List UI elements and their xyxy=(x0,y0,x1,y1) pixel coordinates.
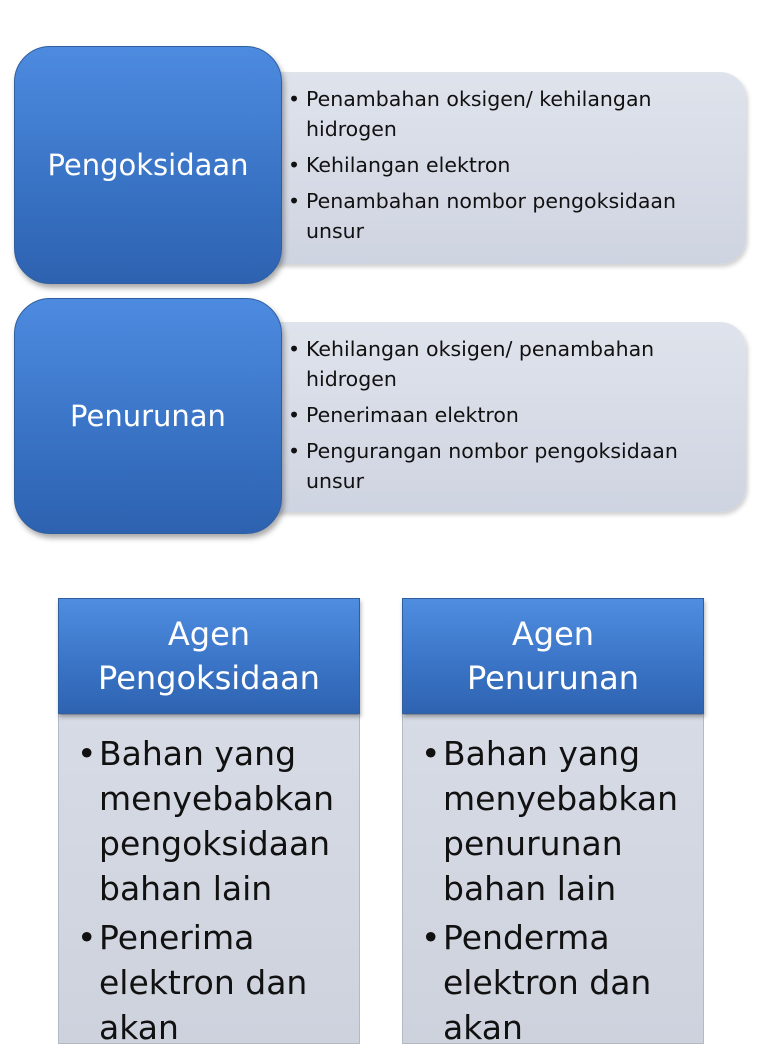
oxidizing-agent-body xyxy=(58,714,360,1047)
oxidation-point: • Kehilangan elektron xyxy=(284,150,724,180)
reducing-agent-point: • Penderma elektron dan akan xyxy=(419,915,697,1050)
reduction-title-box xyxy=(14,298,282,534)
oxidizing-agent-title-line2: Pengoksidaan xyxy=(98,659,320,697)
oxidizing-agent-list xyxy=(75,731,353,1054)
reducing-agent-point: • Bahan yang menyebabkan penurunan bahan lain xyxy=(419,731,697,911)
oxidizing-agent-point: • Bahan yang menyebabkan pengoksidaan bahan lain xyxy=(75,731,353,911)
reducing-agent-header xyxy=(402,598,704,714)
oxidizing-agent-card xyxy=(58,598,360,1047)
reduction-row xyxy=(0,296,768,540)
reduction-details-list xyxy=(284,334,724,502)
reducing-agent-title-line1: Agen xyxy=(511,615,595,653)
oxidation-title-box xyxy=(14,46,282,284)
reducing-agent-card xyxy=(402,598,704,1047)
reducing-agent-title-line2: Penurunan xyxy=(466,659,639,697)
oxidation-point: • Penambahan nombor pengoksidaan unsur xyxy=(284,186,724,246)
oxidizing-agent-point: • Penerima elektron dan akan xyxy=(75,915,353,1050)
reduction-point: • Kehilangan oksigen/ penambahan hidrogen xyxy=(284,334,724,394)
oxidation-title: Pengoksidaan xyxy=(47,148,249,182)
oxidizing-agent-title-line1: Agen xyxy=(167,615,251,653)
reducing-agent-list xyxy=(419,731,697,1054)
oxidation-row xyxy=(0,42,768,290)
oxidation-point: • Penambahan oksigen/ kehilangan hidrogen xyxy=(284,84,724,144)
reduction-title: Penurunan xyxy=(70,399,226,433)
oxidation-details-list xyxy=(284,84,724,252)
reduction-point: • Pengurangan nombor pengoksidaan unsur xyxy=(284,436,724,496)
oxidizing-agent-header xyxy=(58,598,360,714)
reducing-agent-body xyxy=(402,714,704,1047)
reduction-point: • Penerimaan elektron xyxy=(284,400,724,430)
